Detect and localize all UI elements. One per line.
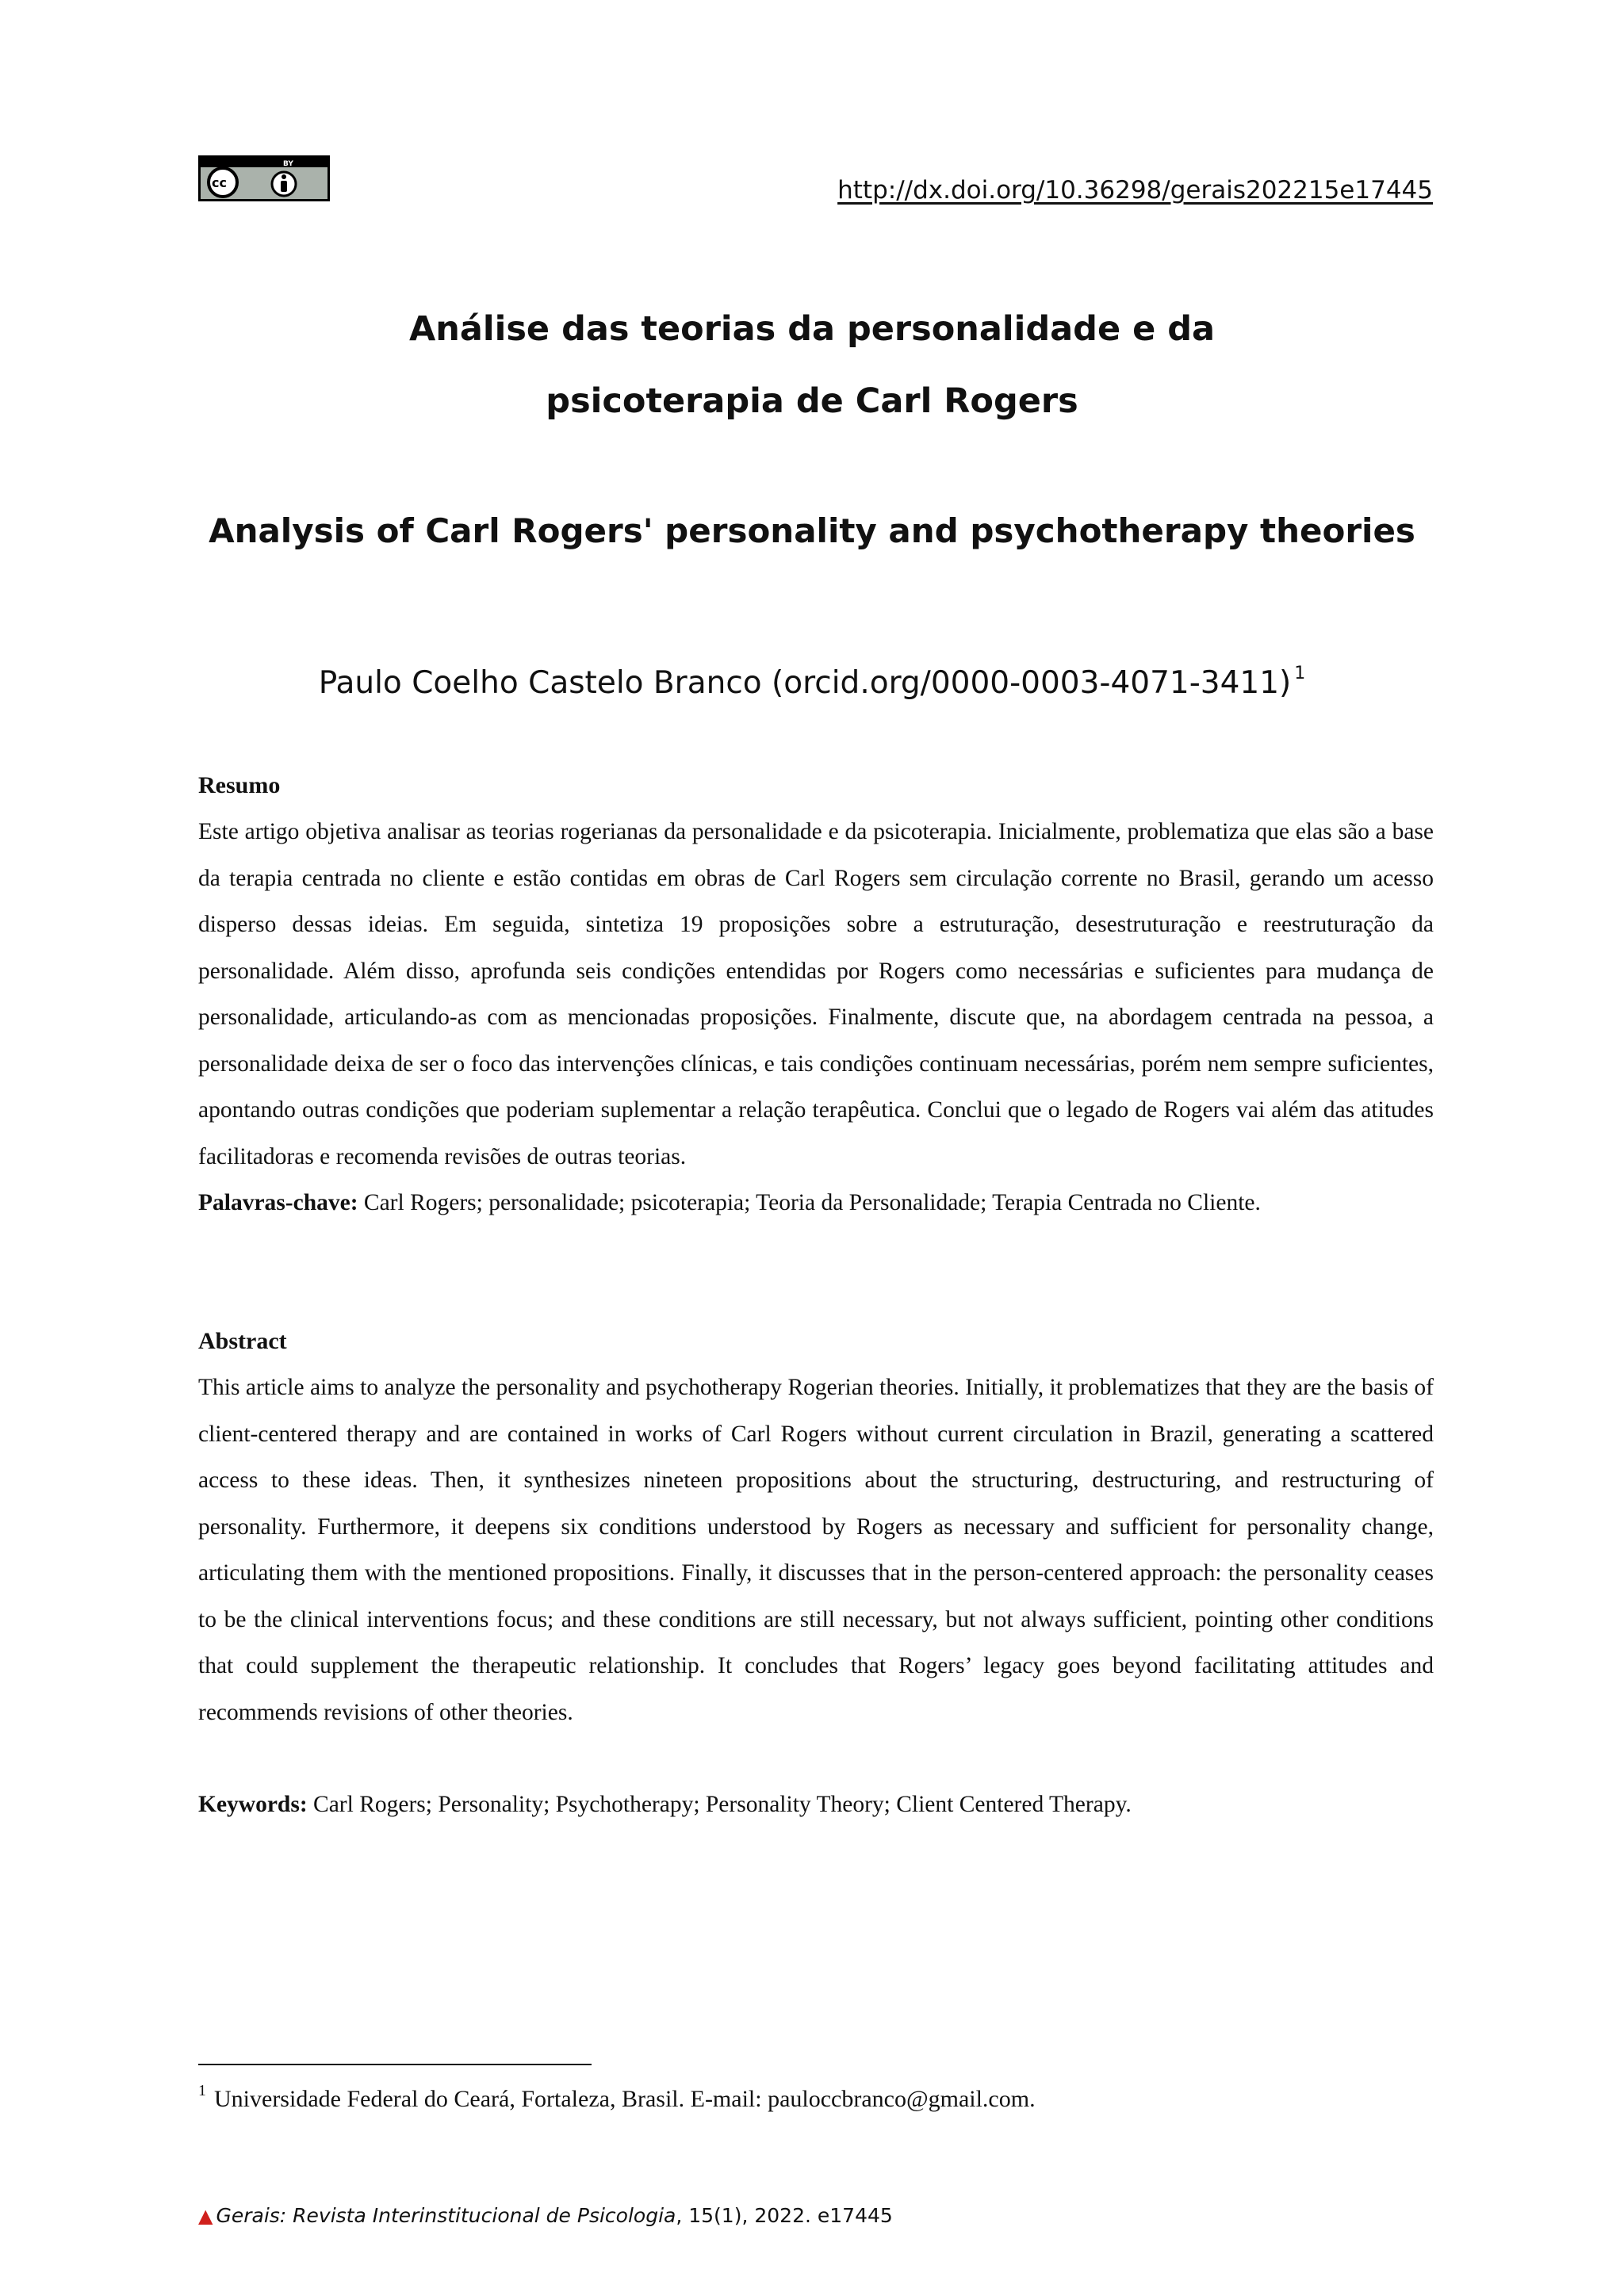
- title-portuguese: [0, 293, 1624, 438]
- journal-name: Gerais: Revista Interinstitucional de Psicologia: [216, 2204, 676, 2227]
- abstract-section: [198, 1318, 1434, 1827]
- journal-citation: , 15(1), 2022. e17445: [676, 2204, 893, 2227]
- journal-footer: [198, 2204, 893, 2227]
- cc-badge-graphic: [201, 158, 327, 199]
- palavras-chave-label: Palavras-chave:: [198, 1190, 358, 1215]
- svg-text:cc: cc: [212, 175, 227, 190]
- red-triangle-icon: ▲: [198, 2205, 213, 2227]
- footnote-marker: 1: [198, 2082, 206, 2099]
- badge-by-label: BY: [283, 160, 293, 168]
- palavras-chave: [198, 1180, 1434, 1226]
- attribution-person-icon: [272, 172, 296, 196]
- keywords: [198, 1781, 1434, 1827]
- title-portuguese-line-1: Análise das teorias da personalidade e da: [408, 309, 1216, 349]
- title-english: Analysis of Carl Rogers' personality and psychotherapy theories: [209, 511, 1415, 550]
- doi-link[interactable]: http://dx.doi.org/10.36298/gerais202215e17445: [837, 176, 1433, 205]
- author-footnote-marker[interactable]: 1: [1294, 664, 1306, 683]
- keywords-label: Keywords:: [198, 1792, 308, 1817]
- title-portuguese-line-2: psicoterapia de Carl Rogers: [546, 381, 1078, 421]
- resumo-body: Este artigo objetiva analisar as teorias rogerianas da personalidade e da psicoterapia. Inicialmente, problematiza que elas são a base da terapia centrada no cliente e estão contidas em obras de Carl Rogers sem circulação corrente no Brasil, gerando um acesso disperso dessas ideias. Em seguida, sintetiza 19 proposições sobre a estruturação, desestruturação e reestruturação da personalidade. Além disso, aprofunda seis condições entendidas por Rogers como necessárias e suficientes para mudança de personalidade, articulando-as com as mencionadas proposições. Finalmente, discute que, na abordagem centrada na pessoa, a personalidade deixa de ser o foco das intervenções clínicas, e tais condições continuam necessárias, porém nem sempre suficientes, apontando outras condições que poderiam suplementar a relação terapêutica. Conclui que o legado de Rogers vai além das atitudes facilitadoras e recomenda revisões de outras teorias.: [198, 819, 1434, 1169]
- resumo-section: [198, 763, 1434, 1226]
- abstract-body: This article aims to analyze the personality and psychotherapy Rogerian theories. Initially, it problematizes that they are the basis of client-centered therapy and are contained in works of Carl Rogers without current circulation in Brazil, generating a scattered access to these ideas. Then, it synthesizes nineteen propositions about the structuring, destructuring, and restructuring of personality. Furthermore, it deepens six conditions understood by Rogers as necessary and sufficient for personality change, articulating them with the mentioned propositions. Finally, it discusses that in the person-centered approach: the personality ceases to be the clinical interventions focus; and these conditions are still necessary, but not always sufficient, pointing other conditions that could supplement the therapeutic relationship. It concludes that Rogers’ legacy goes beyond facilitating attitudes and recommends revisions of other theories.: [198, 1375, 1434, 1725]
- abstract-heading: Abstract: [198, 1328, 287, 1354]
- resumo-heading: Resumo: [198, 772, 281, 798]
- keywords-list: Carl Rogers; Personality; Psychotherapy; Personality Theory; Client Centered Therapy.: [313, 1792, 1132, 1817]
- cc-icon: [209, 168, 237, 197]
- palavras-chave-list: Carl Rogers; personalidade; psicoterapia; Teoria da Personalidade; Terapia Centrada no Cliente.: [363, 1190, 1261, 1215]
- cc-license-badge[interactable]: [198, 155, 330, 201]
- footnote-text: Universidade Federal do Ceará, Fortaleza, Brasil. E-mail: pauloccbranco@gmail.com.: [214, 2086, 1036, 2112]
- author-line: [0, 650, 1624, 707]
- footnote: [198, 2082, 1036, 2113]
- footnote-divider: [198, 2064, 592, 2065]
- author-name-orcid: Paulo Coelho Castelo Branco (orcid.org/0000-0003-4071-3411): [318, 665, 1292, 701]
